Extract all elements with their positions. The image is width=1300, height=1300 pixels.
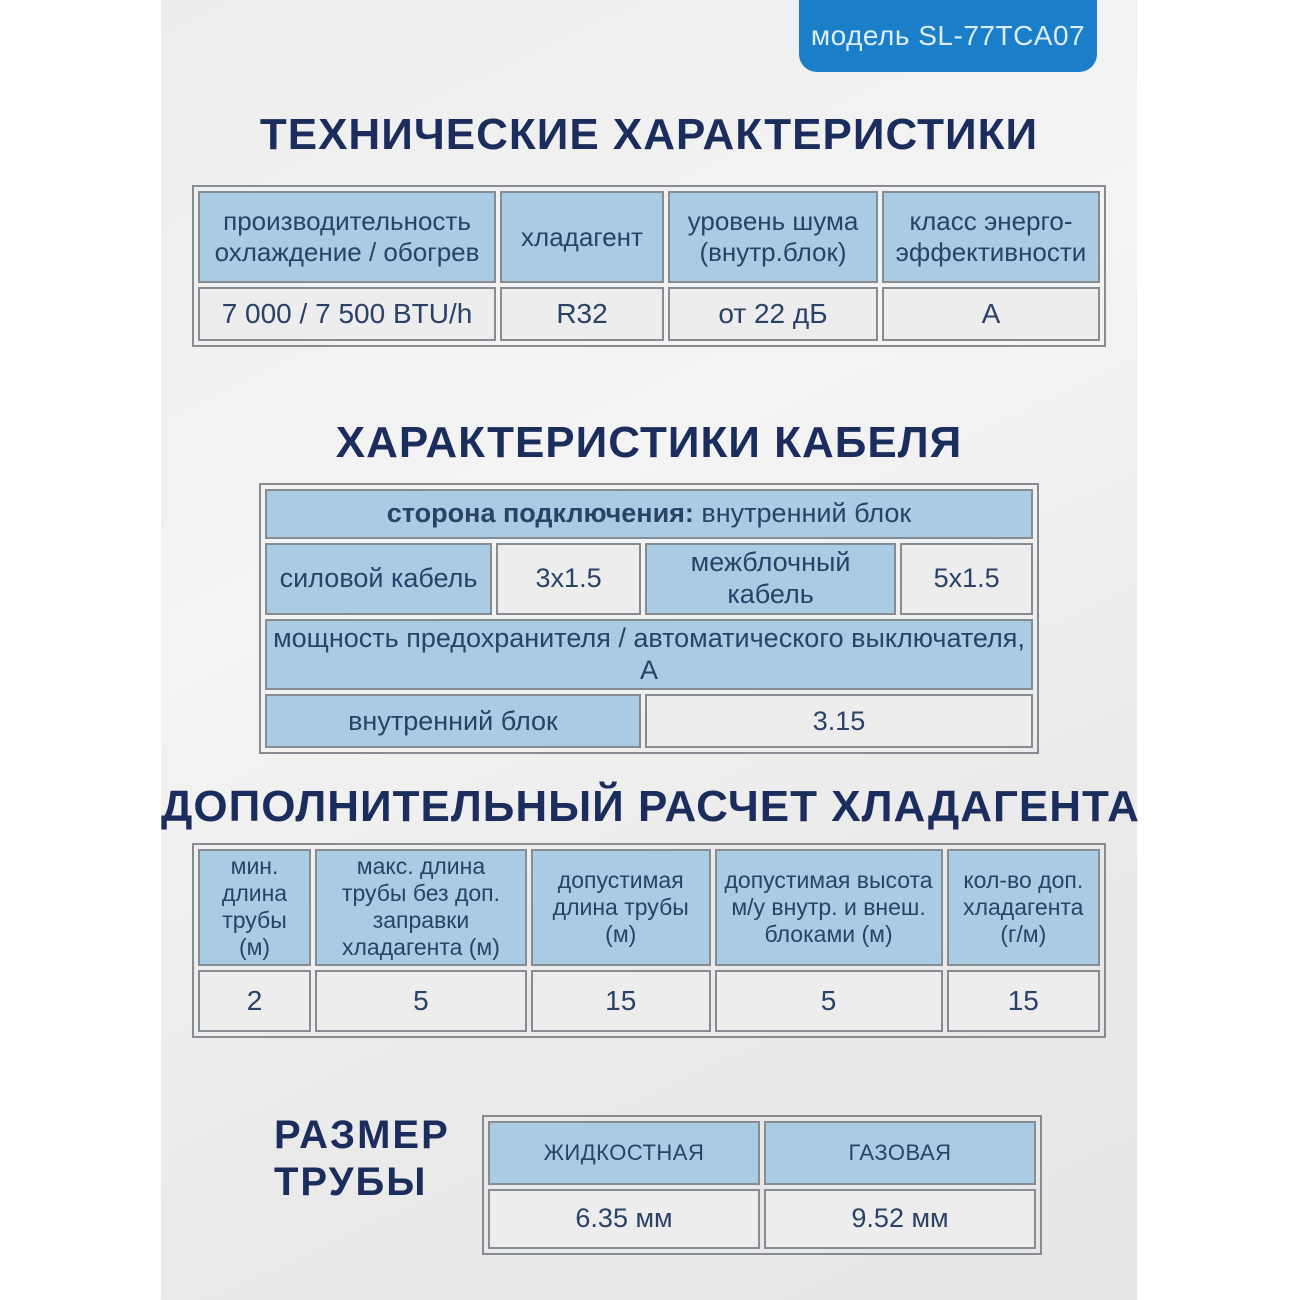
header-cell: допустимая длина трубы (м) [531, 849, 711, 966]
value-cell: А [882, 287, 1100, 341]
value-cell: 6.35 мм [488, 1189, 760, 1249]
table-row [265, 694, 1033, 748]
table-row [488, 1189, 1036, 1249]
header-cell: кол-во доп. хладагента (г/м) [947, 849, 1100, 966]
value-cell: от 22 дБ [668, 287, 878, 341]
value-cell: 9.52 мм [764, 1189, 1036, 1249]
model-badge [799, 0, 1097, 72]
pipe-size-title [274, 1112, 450, 1206]
cable-specs-table [259, 483, 1039, 754]
header-cell: допустимая высота м/у внутр. и внеш. блоками (м) [715, 849, 943, 966]
fuse-label-cell: мощность предохранителя / автоматического выключателя, А [265, 619, 1033, 691]
table-row [198, 970, 1100, 1032]
header-cell: внутренний блок [265, 694, 641, 748]
connection-side-value: внутренний блок [693, 498, 912, 529]
table-row [198, 287, 1100, 341]
header-cell: производительность охлаждение / обогрев [198, 191, 496, 283]
refrigerant-calc-table [192, 843, 1106, 1038]
pipe-size-title-line2: ТРУБЫ [274, 1160, 428, 1205]
table-row [265, 489, 1033, 539]
value-cell: R32 [500, 287, 664, 341]
header-cell: класс энерго-эффективности [882, 191, 1100, 283]
header-cell: ЖИДКОСТНАЯ [488, 1121, 760, 1185]
value-cell: 5x1.5 [900, 543, 1033, 615]
value-cell: 3.15 [645, 694, 1033, 748]
value-cell: 5 [315, 970, 527, 1032]
table-row [198, 191, 1100, 283]
spec-sheet-panel [161, 0, 1140, 1300]
tech-specs-table [192, 185, 1106, 347]
header-cell: межблочный кабель [645, 543, 896, 615]
tech-specs-title: ТЕХНИЧЕСКИЕ ХАРАКТЕРИСТИКИ [259, 110, 1039, 159]
value-cell: 2 [198, 970, 311, 1032]
value-cell: 15 [947, 970, 1100, 1032]
value-cell: 15 [531, 970, 711, 1032]
value-cell: 5 [715, 970, 943, 1032]
table-row [265, 619, 1033, 691]
connection-side-cell [265, 489, 1033, 539]
connection-side-label: сторона подключения: [386, 498, 694, 529]
table-row [265, 543, 1033, 615]
cable-specs-title: ХАРАКТЕРИСТИКИ КАБЕЛЯ [335, 418, 963, 467]
pipe-size-title-line1: РАЗМЕР [274, 1113, 450, 1157]
header-cell: ГАЗОВАЯ [764, 1121, 1036, 1185]
value-cell: 7 000 / 7 500 BTU/h [198, 287, 496, 341]
table-row [198, 849, 1100, 966]
header-cell: мин. длина трубы (м) [198, 849, 311, 966]
pipe-size-table [482, 1115, 1042, 1255]
header-cell: макс. длина трубы без доп. заправки хладагента (м) [315, 849, 527, 966]
value-cell: 3x1.5 [496, 543, 641, 615]
header-cell: силовой кабель [265, 543, 492, 615]
header-cell: хладагент [500, 191, 664, 283]
table-row [488, 1121, 1036, 1185]
refrigerant-calc-title: ДОПОЛНИТЕЛЬНЫЙ РАСЧЕТ ХЛАДАГЕНТА [161, 782, 1140, 831]
model-badge-label: модель SL-77TCA07 [810, 20, 1086, 51]
header-cell: уровень шума (внутр.блок) [668, 191, 878, 283]
